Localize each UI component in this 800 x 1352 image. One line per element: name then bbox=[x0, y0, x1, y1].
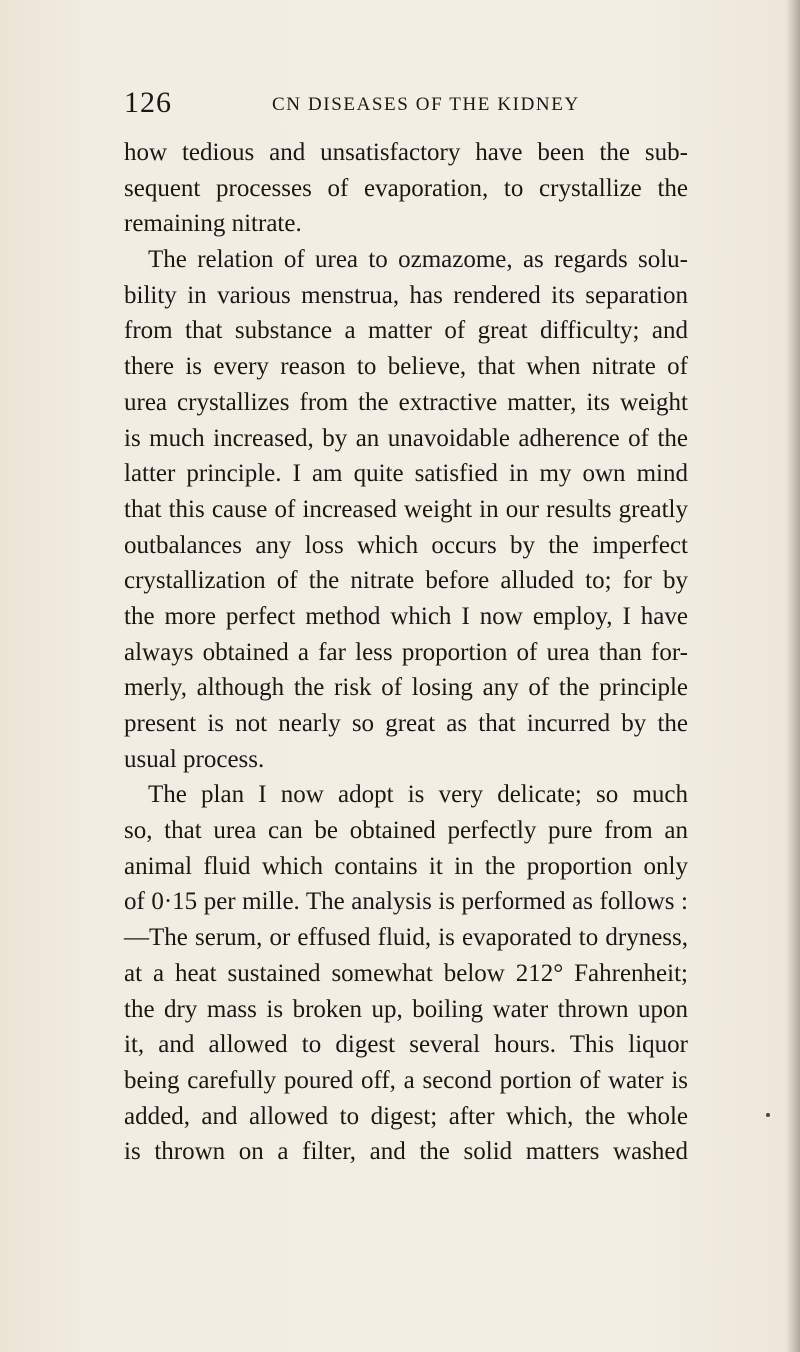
running-title: CN DISEASES OF THE KIDNEY bbox=[272, 94, 580, 115]
text-line: there is every reason to believe, that when nitrate of bbox=[124, 353, 688, 381]
text-line: the more perfect method which I now employ, I have bbox=[124, 602, 688, 630]
page-number: 126 bbox=[124, 86, 172, 119]
body-text bbox=[124, 135, 688, 1170]
text-line: added, and allowed to digest; after which, the whole bbox=[124, 1102, 688, 1130]
text-line: sequent processes of evaporation, to crystallize the bbox=[124, 174, 688, 202]
text-line: bility in various menstrua, has rendered its separation bbox=[124, 281, 688, 309]
text-line: —The serum, or effused fluid, is evaporated to dryness, bbox=[124, 924, 688, 952]
text-line: merly, although the risk of losing any of the principle bbox=[124, 674, 688, 702]
text-line: urea crystallizes from the extractive matter, its weight bbox=[124, 388, 688, 416]
text-line: remaining nitrate. bbox=[124, 210, 302, 238]
text-line: the dry mass is broken up, boiling water thrown upon bbox=[124, 995, 688, 1023]
text-line: being carefully poured off, a second portion of water is bbox=[124, 1066, 688, 1094]
text-line: is thrown on a filter, and the solid matters washed bbox=[124, 1138, 688, 1166]
text-line: is much increased, by an unavoidable adherence of the bbox=[124, 424, 688, 452]
text-line: usual process. bbox=[124, 745, 265, 773]
text-line: from that substance a matter of great difficulty; and bbox=[124, 317, 688, 345]
text-line: The plan I now adopt is very delicate; so much bbox=[148, 781, 688, 809]
text-line: that this cause of increased weight in our results greatly bbox=[124, 495, 688, 523]
text-line: latter principle. I am quite satisfied in my own mind bbox=[124, 460, 688, 488]
text-line: of 0·15 per mille. The analysis is performed as follows : bbox=[124, 888, 688, 916]
text-line: The relation of urea to ozmazome, as regards solu- bbox=[148, 246, 688, 274]
text-line: crystallization of the nitrate before alluded to; for by bbox=[124, 567, 688, 595]
running-head bbox=[124, 86, 684, 126]
text-line: at a heat sustained somewhat below 212° Fahrenheit; bbox=[124, 959, 688, 987]
text-line: it, and allowed to digest several hours. This liquor bbox=[124, 1031, 688, 1059]
text-line: how tedious and unsatisfactory have been the sub- bbox=[124, 139, 688, 166]
text-line: present is not nearly so great as that incurred by the bbox=[124, 710, 688, 737]
text-line: outbalances any loss which occurs by the imperfect bbox=[124, 531, 688, 559]
page-edge-shadow bbox=[786, 0, 800, 1352]
ink-speck bbox=[766, 1113, 770, 1117]
text-line: always obtained a far less proportion of urea than for- bbox=[124, 638, 688, 666]
text-line: so, that urea can be obtained perfectly pure from an bbox=[124, 817, 688, 845]
text-line: animal fluid which contains it in the proportion only bbox=[124, 852, 688, 880]
